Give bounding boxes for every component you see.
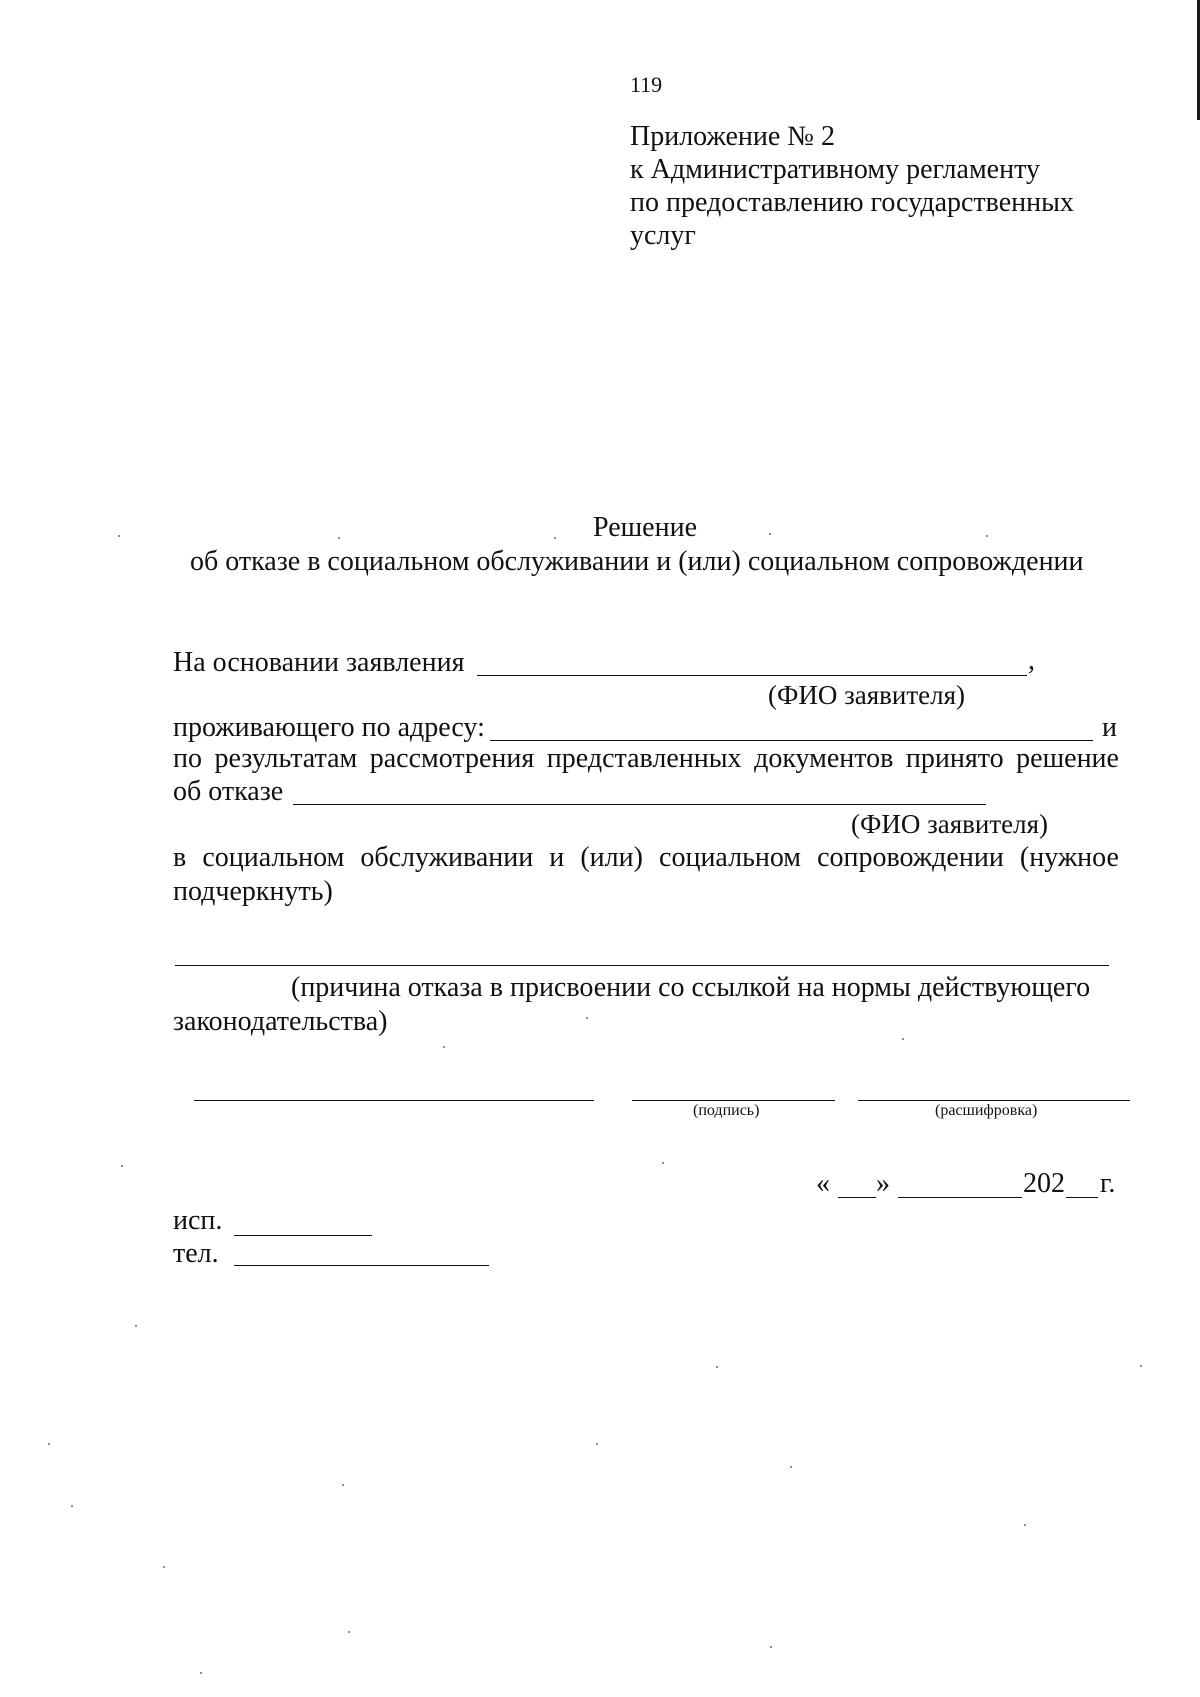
- applicant-name-field[interactable]: [477, 675, 1027, 676]
- decode-caption: (расшифровка): [935, 1102, 1038, 1119]
- address-field[interactable]: [490, 740, 1093, 741]
- page-number: 119: [630, 72, 663, 97]
- service-word: и: [549, 842, 565, 873]
- applicant-name-caption: (ФИО заявителя): [768, 680, 966, 710]
- service-word: (или): [580, 842, 643, 873]
- scan-speck: [121, 1165, 123, 1167]
- refusal-name-field[interactable]: [293, 804, 986, 805]
- date-suffix: г.: [1100, 1168, 1116, 1199]
- scan-speck: [1140, 1365, 1142, 1367]
- scan-speck: [769, 533, 771, 535]
- scan-speck: [586, 1017, 588, 1019]
- reason-caption-line1: (причина отказа в присвоении со ссылкой на нормы действующего: [291, 972, 1091, 1003]
- scan-speck: [554, 537, 556, 539]
- scan-speck: [902, 1038, 904, 1040]
- service-word: сопровождении: [817, 842, 1004, 873]
- basis-label: На основании заявления: [173, 647, 465, 678]
- scan-speck: [342, 1484, 344, 1486]
- scan-speck: [163, 1566, 165, 1568]
- scan-speck: [135, 1325, 137, 1327]
- service-word: социальном: [202, 842, 345, 873]
- executor-label: исп.: [173, 1205, 223, 1236]
- service-word: в: [173, 842, 187, 873]
- refusal-name-caption: (ФИО заявителя): [851, 809, 1049, 839]
- scan-speck: [118, 535, 120, 537]
- address-and: и: [1102, 712, 1117, 743]
- date-year-suffix-field[interactable]: [1066, 1197, 1098, 1198]
- service-word: социальном: [659, 842, 802, 873]
- service-line: [173, 842, 1119, 874]
- appendix-purpose: по предоставлению государственных: [630, 187, 1074, 218]
- document-title: Решение: [592, 512, 697, 543]
- review-word: рассмотрения: [369, 743, 535, 774]
- date-year: 202: [1023, 1168, 1065, 1199]
- scan-speck: [716, 1366, 718, 1368]
- appendix-regulation: к Административному регламенту: [630, 154, 1040, 185]
- document-subtitle: об отказе в социальном обслуживании и (или) социальном сопровождении: [190, 546, 1084, 577]
- scan-speck: [48, 1443, 50, 1445]
- address-label: проживающего по адресу:: [173, 712, 485, 743]
- service-word: обслуживании: [360, 842, 534, 873]
- scan-speck: [1024, 1524, 1026, 1526]
- signature-field[interactable]: [632, 1100, 835, 1101]
- appendix-services: услуг: [630, 220, 696, 251]
- basis-comma: ,: [1028, 645, 1035, 676]
- position-field[interactable]: [194, 1100, 594, 1101]
- review-word: решение: [1016, 743, 1119, 774]
- service-word: (нужное: [1019, 842, 1119, 873]
- review-word: по: [173, 743, 202, 774]
- scan-speck: [596, 1443, 598, 1445]
- scan-speck: [348, 1631, 350, 1633]
- reason-caption-line2: законодательства): [173, 1006, 388, 1037]
- signature-caption: (подпись): [693, 1102, 760, 1119]
- review-word: результатам: [214, 743, 358, 774]
- scan-speck: [71, 1505, 73, 1507]
- scan-speck: [790, 1466, 792, 1468]
- date-month-field[interactable]: [898, 1197, 1022, 1198]
- date-open-quote: «: [816, 1168, 830, 1199]
- review-line: [173, 743, 1119, 775]
- review-word: представленных: [546, 743, 742, 774]
- scan-speck: [443, 1046, 445, 1048]
- scan-speck: [200, 1672, 202, 1674]
- date-day-field[interactable]: [838, 1197, 876, 1198]
- phone-field[interactable]: [234, 1265, 489, 1266]
- refusal-label: об отказе: [173, 776, 284, 807]
- phone-label: тел.: [173, 1238, 219, 1269]
- appendix-number: Приложение № 2: [630, 121, 835, 152]
- refusal-reason-field[interactable]: [175, 965, 1109, 966]
- underline-note: подчеркнуть): [173, 876, 333, 907]
- scan-speck: [770, 1646, 772, 1648]
- review-word: документов: [754, 743, 894, 774]
- scan-speck: [338, 537, 340, 539]
- signature-decode-field[interactable]: [858, 1100, 1130, 1101]
- review-word: принято: [905, 743, 1004, 774]
- date-close-quote: »: [876, 1168, 890, 1199]
- scan-speck: [662, 1162, 664, 1164]
- scan-speck: [986, 535, 988, 537]
- executor-field[interactable]: [234, 1235, 372, 1236]
- appendix-header: [630, 120, 1074, 252]
